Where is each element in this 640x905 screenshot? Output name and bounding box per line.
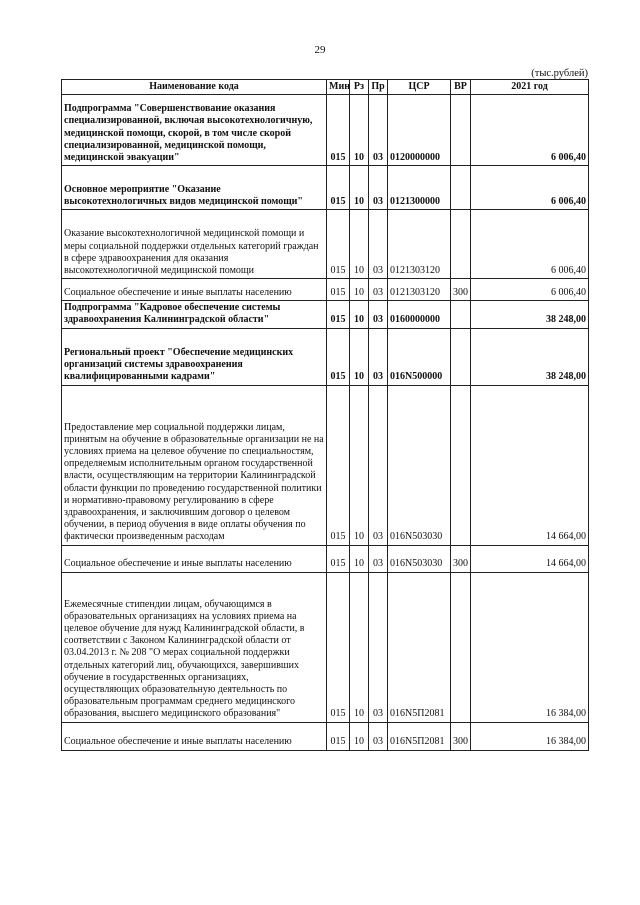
row-min: 015 bbox=[327, 279, 350, 301]
row-min: 015 bbox=[327, 210, 350, 279]
row-vr: 300 bbox=[451, 722, 471, 750]
row-rz: 10 bbox=[350, 210, 369, 279]
row-csr: 0121303120 bbox=[388, 279, 451, 301]
row-pr: 03 bbox=[369, 572, 388, 722]
row-pr: 03 bbox=[369, 328, 388, 385]
table-row bbox=[62, 95, 589, 166]
table-header-row bbox=[62, 80, 589, 95]
page-number: 29 bbox=[314, 44, 326, 56]
row-csr: 0160000000 bbox=[388, 301, 451, 328]
row-vr bbox=[451, 210, 471, 279]
header-name: Наименование кода bbox=[62, 80, 327, 95]
row-csr: 016N500000 bbox=[388, 328, 451, 385]
row-amount: 38 248,00 bbox=[471, 328, 589, 385]
row-rz: 10 bbox=[350, 279, 369, 301]
row-rz: 10 bbox=[350, 95, 369, 166]
row-name: Социальное обеспечение и иные выплаты населению bbox=[62, 722, 327, 750]
row-vr bbox=[451, 328, 471, 385]
header-min: Мин bbox=[327, 80, 350, 95]
row-name: Региональный проект "Обеспечение медицинских организаций системы здравоохранения квалифицированными кадрами" bbox=[62, 328, 327, 385]
table-row bbox=[62, 210, 589, 279]
row-name: Предоставление мер социальной поддержки лицам, принятым на обучение в образовательные организации не на условиях приема на целевое обучение по специальностям, определяемым исполнительным органом государственной власти, осуществляющим на территории Калининградской области функции по проведению государственной политики и нормативно-правовому регулированию в сфере здравоохранения, и заключившим договор о целевом обучении, в период обучения в виде оплаты обучения по фактически произведенным расходам bbox=[62, 385, 327, 545]
table-row bbox=[62, 279, 589, 301]
header-rz: Рз bbox=[350, 80, 369, 95]
row-name: Оказание высокотехнологичной медицинской помощи и меры социальной поддержки отдельных категорий граждан в сфере здравоохранения для оказания высокотехнологичной медицинской помощи bbox=[62, 210, 327, 279]
budget-table bbox=[61, 79, 589, 751]
row-rz: 10 bbox=[350, 722, 369, 750]
header-amount: 2021 год bbox=[471, 80, 589, 95]
units-label: (тыс.рублей) bbox=[531, 68, 588, 79]
table-row bbox=[62, 385, 589, 545]
row-min: 015 bbox=[327, 572, 350, 722]
row-rz: 10 bbox=[350, 572, 369, 722]
row-pr: 03 bbox=[369, 545, 388, 572]
table-row bbox=[62, 328, 589, 385]
row-name: Социальное обеспечение и иные выплаты населению bbox=[62, 279, 327, 301]
row-amount: 14 664,00 bbox=[471, 545, 589, 572]
row-csr: 0121303120 bbox=[388, 210, 451, 279]
table-row bbox=[62, 166, 589, 210]
row-min: 015 bbox=[327, 385, 350, 545]
row-rz: 10 bbox=[350, 301, 369, 328]
table-body bbox=[62, 95, 589, 750]
row-name: Подпрограмма "Совершенствование оказания специализированной, включая высокотехнологичную, медицинской помощи, скорой, в том числе скорой специализированной, медицинской помощи, медицинской эвакуации" bbox=[62, 95, 327, 166]
row-vr bbox=[451, 385, 471, 545]
row-vr bbox=[451, 166, 471, 210]
row-name: Ежемесячные стипендии лицам, обучающимся в образовательных организациях на условиях приема на целевое обучение для нужд Калининградской области, в соответствии с Законом Калининградской области от 03.04.2013 г. № 208 "О мерах социальной поддержки отдельных категорий лиц, обучающихся, завершивших обучение в государственных организациях, осуществляющих образовательную деятельность по образовательным программам среднего медицинского образования, высшего медицинского образования" bbox=[62, 572, 327, 722]
row-rz: 10 bbox=[350, 545, 369, 572]
row-csr: 0121300000 bbox=[388, 166, 451, 210]
row-amount: 16 384,00 bbox=[471, 722, 589, 750]
row-pr: 03 bbox=[369, 166, 388, 210]
header-vr: ВР bbox=[451, 80, 471, 95]
row-min: 015 bbox=[327, 301, 350, 328]
row-pr: 03 bbox=[369, 722, 388, 750]
row-amount: 6 006,40 bbox=[471, 279, 589, 301]
table-row bbox=[62, 545, 589, 572]
row-amount: 6 006,40 bbox=[471, 210, 589, 279]
row-pr: 03 bbox=[369, 385, 388, 545]
header-pr: Пр bbox=[369, 80, 388, 95]
row-amount: 38 248,00 bbox=[471, 301, 589, 328]
row-rz: 10 bbox=[350, 328, 369, 385]
row-csr: 016N503030 bbox=[388, 385, 451, 545]
row-amount: 16 384,00 bbox=[471, 572, 589, 722]
row-pr: 03 bbox=[369, 279, 388, 301]
row-min: 015 bbox=[327, 166, 350, 210]
row-pr: 03 bbox=[369, 95, 388, 166]
row-min: 015 bbox=[327, 545, 350, 572]
row-csr: 016N5П2081 bbox=[388, 572, 451, 722]
table-row bbox=[62, 301, 589, 328]
row-pr: 03 bbox=[369, 210, 388, 279]
row-name: Подпрограмма "Кадровое обеспечение системы здравоохранения Калининградской области" bbox=[62, 301, 327, 328]
row-csr: 016N503030 bbox=[388, 545, 451, 572]
row-rz: 10 bbox=[350, 166, 369, 210]
row-vr: 300 bbox=[451, 279, 471, 301]
row-pr: 03 bbox=[369, 301, 388, 328]
row-name: Основное мероприятие "Оказание высокотехнологичных видов медицинской помощи" bbox=[62, 166, 327, 210]
row-min: 015 bbox=[327, 95, 350, 166]
row-vr bbox=[451, 572, 471, 722]
row-amount: 6 006,40 bbox=[471, 166, 589, 210]
row-name: Социальное обеспечение и иные выплаты населению bbox=[62, 545, 327, 572]
row-csr: 0120000000 bbox=[388, 95, 451, 166]
row-rz: 10 bbox=[350, 385, 369, 545]
row-vr: 300 bbox=[451, 545, 471, 572]
row-amount: 14 664,00 bbox=[471, 385, 589, 545]
row-min: 015 bbox=[327, 328, 350, 385]
row-vr bbox=[451, 95, 471, 166]
row-vr bbox=[451, 301, 471, 328]
table-row bbox=[62, 722, 589, 750]
row-csr: 016N5П2081 bbox=[388, 722, 451, 750]
row-amount: 6 006,40 bbox=[471, 95, 589, 166]
header-csr: ЦСР bbox=[388, 80, 451, 95]
table-row bbox=[62, 572, 589, 722]
row-min: 015 bbox=[327, 722, 350, 750]
